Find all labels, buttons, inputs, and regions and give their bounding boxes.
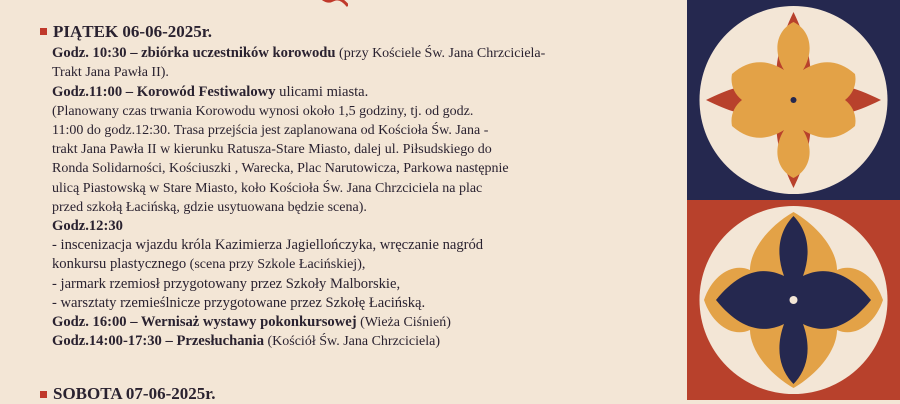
- program-content: [40, 22, 680, 351]
- top-ornament: [318, 0, 348, 8]
- parade-details-5: ulicą Piastowską w Stare Miasto, koło Kościoła Św. Jana Chrzciciela na plac: [52, 180, 483, 196]
- friday-schedule: [40, 44, 680, 351]
- parade-details-6: przed szkołą Łacińską, gdzie usytuowana będzie scena).: [52, 199, 367, 215]
- bullet-square-icon: [40, 391, 47, 398]
- parade-line: Godz.11:00 – Korowód Festiwalowy ulicami miasta.: [52, 83, 369, 100]
- auditions-line: Godz.14:00-17:30 – Przesłuchania (Kościół Św. Jana Chrzciciela): [52, 333, 440, 350]
- bullet-square-icon: [40, 28, 47, 35]
- vernissage-line: Godz. 16:00 – Wernisaż wystawy pokonkursowej (Wieża Ciśnień): [52, 314, 451, 331]
- event-item-4: - warsztaty rzemieślnicze przygotowane przez Szkołę Łacińską.: [52, 294, 426, 311]
- friday-heading: PIĄTEK 06-06-2025r.: [40, 22, 680, 41]
- decorative-tiles: [687, 0, 900, 400]
- top-tile: [687, 0, 900, 200]
- event-item-3: - jarmark rzemiosł przygotowany przez Szkoły Malborskie,: [52, 275, 401, 292]
- bottom-tile: [687, 200, 900, 400]
- event-item-1: - inscenizacja wjazdu króla Kazimierza Jagiellończyka, wręczanie nagród: [52, 237, 484, 254]
- time-1230: Godz.12:30: [52, 218, 123, 235]
- event-item-2: konkursu plastycznego (scena przy Szkole Łacińskiej),: [52, 256, 366, 273]
- parade-details-4: Ronda Solidarności, Kościuszki , Warecka, Plac Narutowicza, Parkowa następnie: [52, 161, 509, 177]
- saturday-heading: SOBOTA 07-06-2025r.: [40, 384, 215, 404]
- parade-details-3: trakt Jana Pawła II w kierunku Ratusza-Stare Miasto, dalej ul. Piłsudskiego do: [52, 142, 492, 158]
- gathering-line: Godz. 10:30 – zbiórka uczestników korowodu (przy Kościele Św. Jana Chrzciciela-: [52, 45, 546, 62]
- parade-details-2: 11:00 do godz.12:30. Trasa przejścia jest zaplanowana od Kościoła Św. Jana -: [52, 123, 489, 139]
- gathering-location: Trakt Jana Pawła II).: [52, 65, 169, 81]
- parade-details-1: (Planowany czas trwania Korowodu wynosi około 1,5 godziny, tj. od godz.: [52, 103, 474, 119]
